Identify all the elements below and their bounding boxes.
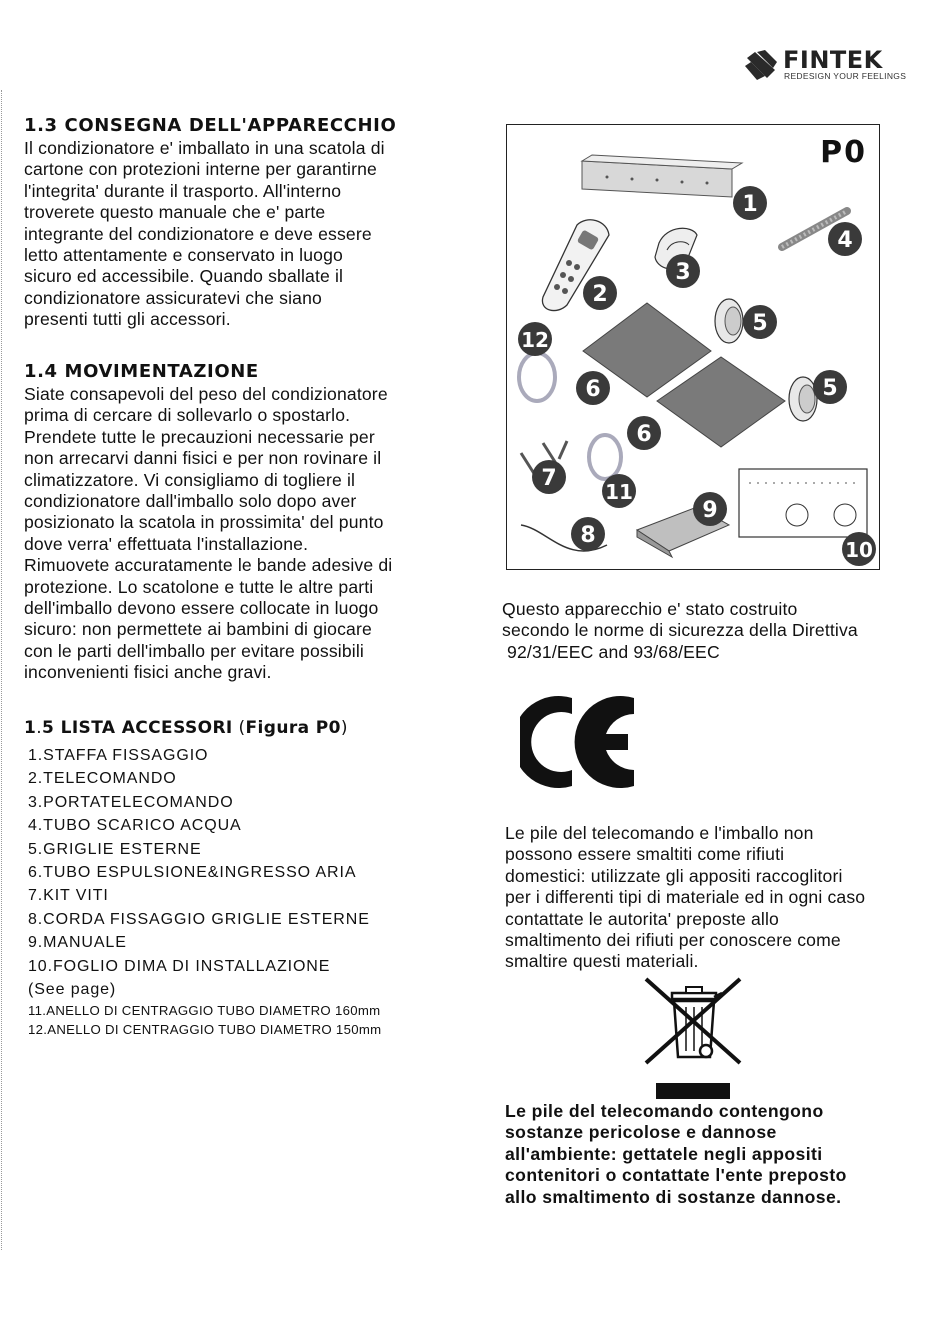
- callout-1: [733, 186, 767, 220]
- list-item: 11.ANELLO DI CENTRAGGIO TUBO DIAMETRO 160mm: [28, 1003, 381, 1019]
- brand-logo: [745, 46, 915, 86]
- text-line: climatizzatore. Vi consigliamo di togliere il: [24, 469, 356, 490]
- text-line: presenti tutti gli accessori.: [24, 309, 231, 330]
- list-item: 4.TUBO SCARICO ACQUA: [28, 817, 242, 835]
- text-line: smaltire questi materiali.: [505, 951, 699, 972]
- callout-number: 7: [541, 466, 557, 491]
- callout-number: 10: [845, 538, 873, 562]
- list-item: 5.GRIGLIE ESTERNE: [28, 840, 202, 858]
- text-line: contenitori o contattate l'ente preposto: [505, 1165, 847, 1186]
- callout-10: [842, 532, 876, 566]
- text-line: troverete questo manuale che e' parte: [24, 202, 326, 223]
- ring-150-drawing: [519, 353, 555, 401]
- consegna-paragraph: [24, 138, 396, 331]
- title-paren-open: (: [232, 718, 246, 738]
- text-line: Prendete tutte le precauzioni necessarie per: [24, 426, 375, 447]
- text-line: cartone con protezioni interne per garantirne: [24, 159, 377, 180]
- callout-number: 2: [592, 282, 608, 307]
- callout-number: 11: [605, 480, 633, 504]
- callout-9: [693, 492, 727, 526]
- callout-4: [828, 222, 862, 256]
- text-line: sicuro ed accessibile. Quando sballate il: [24, 266, 344, 287]
- text-line: Il condizionatore e' imballato in una scatola di: [24, 138, 385, 158]
- text-line: secondo le norme di sicurezza della Direttiva: [502, 620, 858, 641]
- text-line: possono essere smaltiti come rifiuti: [505, 844, 785, 865]
- text-line: non arrecarvi danni fisici e per non rovinare il: [24, 448, 382, 469]
- callout-number: 1: [742, 192, 758, 217]
- text-line: protezione. Lo scatolone e tutte le altre parti: [24, 576, 374, 597]
- battery-warning-text: [505, 1101, 935, 1208]
- text-line: Le pile del telecomando contengono: [505, 1101, 824, 1121]
- text-line: contattate le autorita' preposte allo: [505, 908, 779, 929]
- title-figure-ref: Figura P0: [245, 718, 341, 738]
- text-line: Siate consapevoli del peso del condizionatore: [24, 384, 388, 404]
- callout-number: 6: [636, 422, 652, 447]
- list-item: 7.KIT VITI: [28, 887, 109, 905]
- directive-text: [502, 599, 932, 663]
- callout-7: [532, 460, 566, 494]
- callout-number: 8: [580, 523, 596, 548]
- callout-11: [602, 474, 636, 508]
- list-item: 12.ANELLO DI CENTRAGGIO TUBO DIAMETRO 150mm: [28, 1022, 382, 1038]
- list-item: 3.PORTATELECOMANDO: [28, 793, 234, 811]
- section-title-accessori: [24, 716, 381, 740]
- text-line: smaltimento dei rifiuti per conoscere come: [505, 930, 841, 951]
- brand-name: FINTEK: [783, 46, 883, 74]
- list-item: (See page): [28, 981, 117, 999]
- text-line: dell'imballo devono essere collocate in luogo: [24, 598, 379, 619]
- text-line: inconvenienti fisici anche gravi.: [24, 662, 272, 683]
- text-line: posizionato la scatola in prossimita' del punto: [24, 512, 384, 533]
- text-line: Rimuovete accuratamente le bande adesive di: [24, 555, 393, 576]
- section-title-movimentazione: 1.4 MOVIMENTAZIONE: [24, 361, 259, 382]
- text-line: per i differenti tipi di materiale ed in ogni caso: [505, 887, 866, 908]
- title-number: 1: [24, 718, 37, 738]
- callout-6b: [627, 416, 661, 450]
- page-edge-dotted-line: [1, 90, 2, 1250]
- list-item: 8.CORDA FISSAGGIO GRIGLIE ESTERNE: [28, 910, 370, 928]
- bracket-drawing: [582, 155, 742, 197]
- text-line: integrante del condizionatore e deve essere: [24, 223, 372, 244]
- callout-number: 4: [837, 228, 853, 253]
- text-line: l'integrita' durante il trasporto. All'interno: [24, 180, 342, 201]
- section-accessori: [24, 716, 381, 1039]
- crossed-out-bin-icon: [640, 975, 746, 1101]
- fintek-logo-mark-icon: [745, 50, 779, 80]
- section-title-consegna: 1.3 CONSEGNA DELL'APPARECCHIO: [24, 115, 397, 136]
- callout-2: [583, 276, 617, 310]
- callout-number: 6: [585, 377, 601, 402]
- list-item: 2.TELECOMANDO: [28, 770, 177, 788]
- text-line: Questo apparecchio e' stato costruito: [502, 599, 798, 619]
- callout-12: [518, 322, 552, 356]
- section-movimentazione: [24, 360, 392, 684]
- text-line: domestici: utilizzate gli appositi raccoglitori: [505, 865, 843, 886]
- text-line: 92/31/EEC and 93/68/EEC: [502, 641, 720, 662]
- ring-160-drawing: [589, 435, 621, 479]
- text-line: Le pile del telecomando e l'imballo non: [505, 823, 814, 843]
- title-paren-close: ): [340, 718, 348, 738]
- text-line: condizionatore dall'imballo solo dopo aver: [24, 491, 357, 512]
- accessory-list-small: [28, 1001, 381, 1039]
- text-line: allo smaltimento di sostanze dannose.: [505, 1186, 842, 1207]
- text-line: sicuro: non permettete ai bambini di giocare: [24, 619, 372, 640]
- accessory-list: [28, 744, 381, 1001]
- title-main: 5 LISTA ACCESSORI: [42, 718, 233, 738]
- callout-5b: [813, 370, 847, 404]
- list-item: 1.STAFFA FISSAGGIO: [28, 747, 209, 764]
- figure-label: P0: [820, 135, 867, 170]
- disposal-text: [505, 823, 935, 973]
- text-line: letto attentamente e conservato in luogo: [24, 245, 343, 266]
- callout-number: 12: [521, 328, 549, 352]
- callout-number: 9: [702, 498, 718, 523]
- template-sheet-drawing: [739, 469, 867, 537]
- callout-number: 3: [675, 260, 691, 285]
- accessories-illustration: [507, 125, 881, 571]
- list-item: 9.MANUALE: [28, 934, 127, 952]
- text-line: con le parti dell'imballo per evitare possibili: [24, 640, 364, 661]
- section-consegna: [24, 114, 396, 331]
- movimentazione-paragraph: [24, 384, 392, 684]
- list-item: 10.FOGLIO DIMA DI INSTALLAZIONE: [28, 957, 331, 975]
- callout-5: [743, 305, 777, 339]
- callout-number: 5: [822, 376, 838, 401]
- callout-8: [571, 517, 605, 551]
- text-line: all'ambiente: gettatele negli appositi: [505, 1143, 823, 1164]
- title-dot: .: [36, 718, 43, 738]
- brand-tagline: REDESIGN YOUR FEELINGS: [784, 71, 907, 81]
- list-item: 6.TUBO ESPULSIONE&INGRESSO ARIA: [28, 864, 357, 882]
- callout-number: 5: [752, 311, 768, 336]
- text-line: condizionatore assicuratevi che siano: [24, 287, 322, 308]
- ce-mark-icon: [520, 690, 640, 794]
- callout-3: [666, 254, 700, 288]
- accessories-figure: [506, 124, 880, 570]
- callout-6: [576, 371, 610, 405]
- text-line: dove verra' effettuata l'installazione.: [24, 533, 309, 554]
- text-line: prima di cercare di sollevarlo o spostarlo.: [24, 405, 351, 426]
- text-line: sostanze pericolose e dannose: [505, 1122, 777, 1143]
